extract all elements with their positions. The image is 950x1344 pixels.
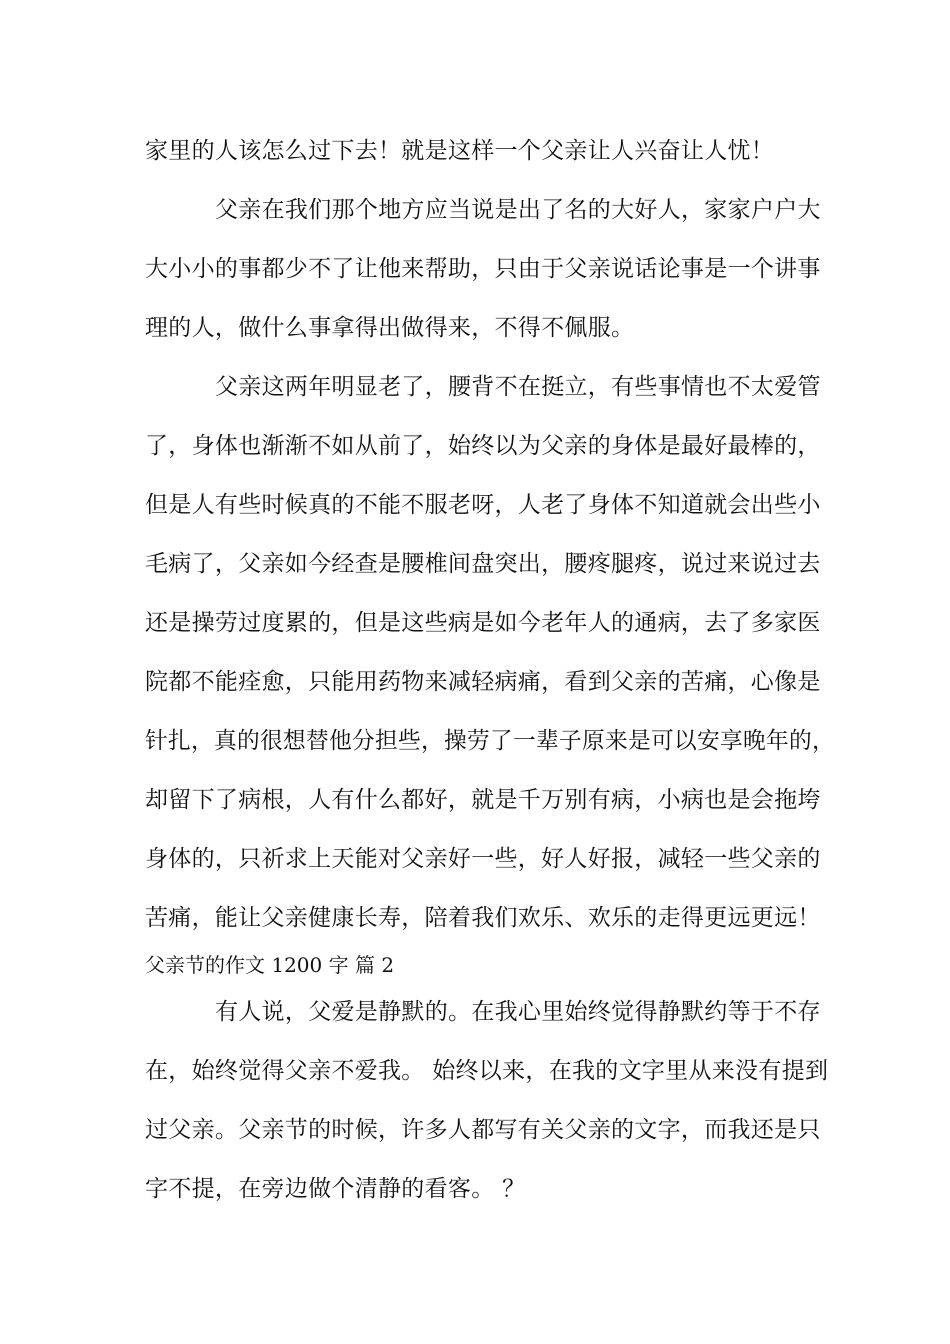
text-line: 在，始终觉得父亲不爱我。 始终以来，在我的文字里从来没有提到 <box>145 1058 829 1084</box>
text-line: 针扎，真的很想替他分担些，操劳了一辈子原来是可以安享晚年的， <box>145 728 835 754</box>
text-line: 毛病了，父亲如今经查是腰椎间盘突出，腰疼腿疼，说过来说过去 <box>145 551 821 577</box>
section-heading: 父亲节的作文 1200 字 篇 2 <box>145 953 395 977</box>
text-line: 过父亲。父亲节的时候，许多人都写有关父亲的文字，而我还是只 <box>145 1117 821 1143</box>
paragraph-start: 父亲在我们那个地方应当说是出了名的大好人，家家户户大 <box>215 197 821 223</box>
text-line: 身体的，只祈求上天能对父亲好一些，好人好报，减轻一些父亲的 <box>145 846 821 872</box>
text-line: 但是人有些时候真的不能不服老呀，人老了身体不知道就会出些小 <box>145 492 821 518</box>
text-line: 了，身体也渐渐不如从前了，始终以为父亲的身体是最好最棒的， <box>145 433 821 459</box>
text-line: 理的人，做什么事拿得出做得来，不得不佩服。 <box>145 315 635 341</box>
text-line: 字不提，在旁边做个清静的看客。 ？ <box>145 1176 526 1202</box>
text-line: 家里的人该怎么过下去！就是这样一个父亲让人兴奋让人忧！ <box>145 138 775 164</box>
text-line: 却留下了病根，人有什么都好，就是千万别有病，小病也是会拖垮 <box>145 787 821 813</box>
text-line: 还是操劳过度累的，但是这些病是如今老年人的通病，去了多家医 <box>145 610 821 636</box>
text-line: 苦痛，能让父亲健康长寿，陪着我们欢乐、欢乐的走得更远更远！ <box>145 905 821 931</box>
text-line: 院都不能痊愈，只能用药物来减轻病痛，看到父亲的苦痛，心像是 <box>145 669 821 695</box>
paragraph-start: 父亲这两年明显老了，腰背不在挺立，有些事情也不太爱管 <box>215 374 821 400</box>
text-line: 大小小的事都少不了让他来帮助，只由于父亲说话论事是一个讲事 <box>145 256 821 282</box>
paragraph-start: 有人说，父爱是静默的。在我心里始终觉得静默约等于不存 <box>215 999 821 1025</box>
